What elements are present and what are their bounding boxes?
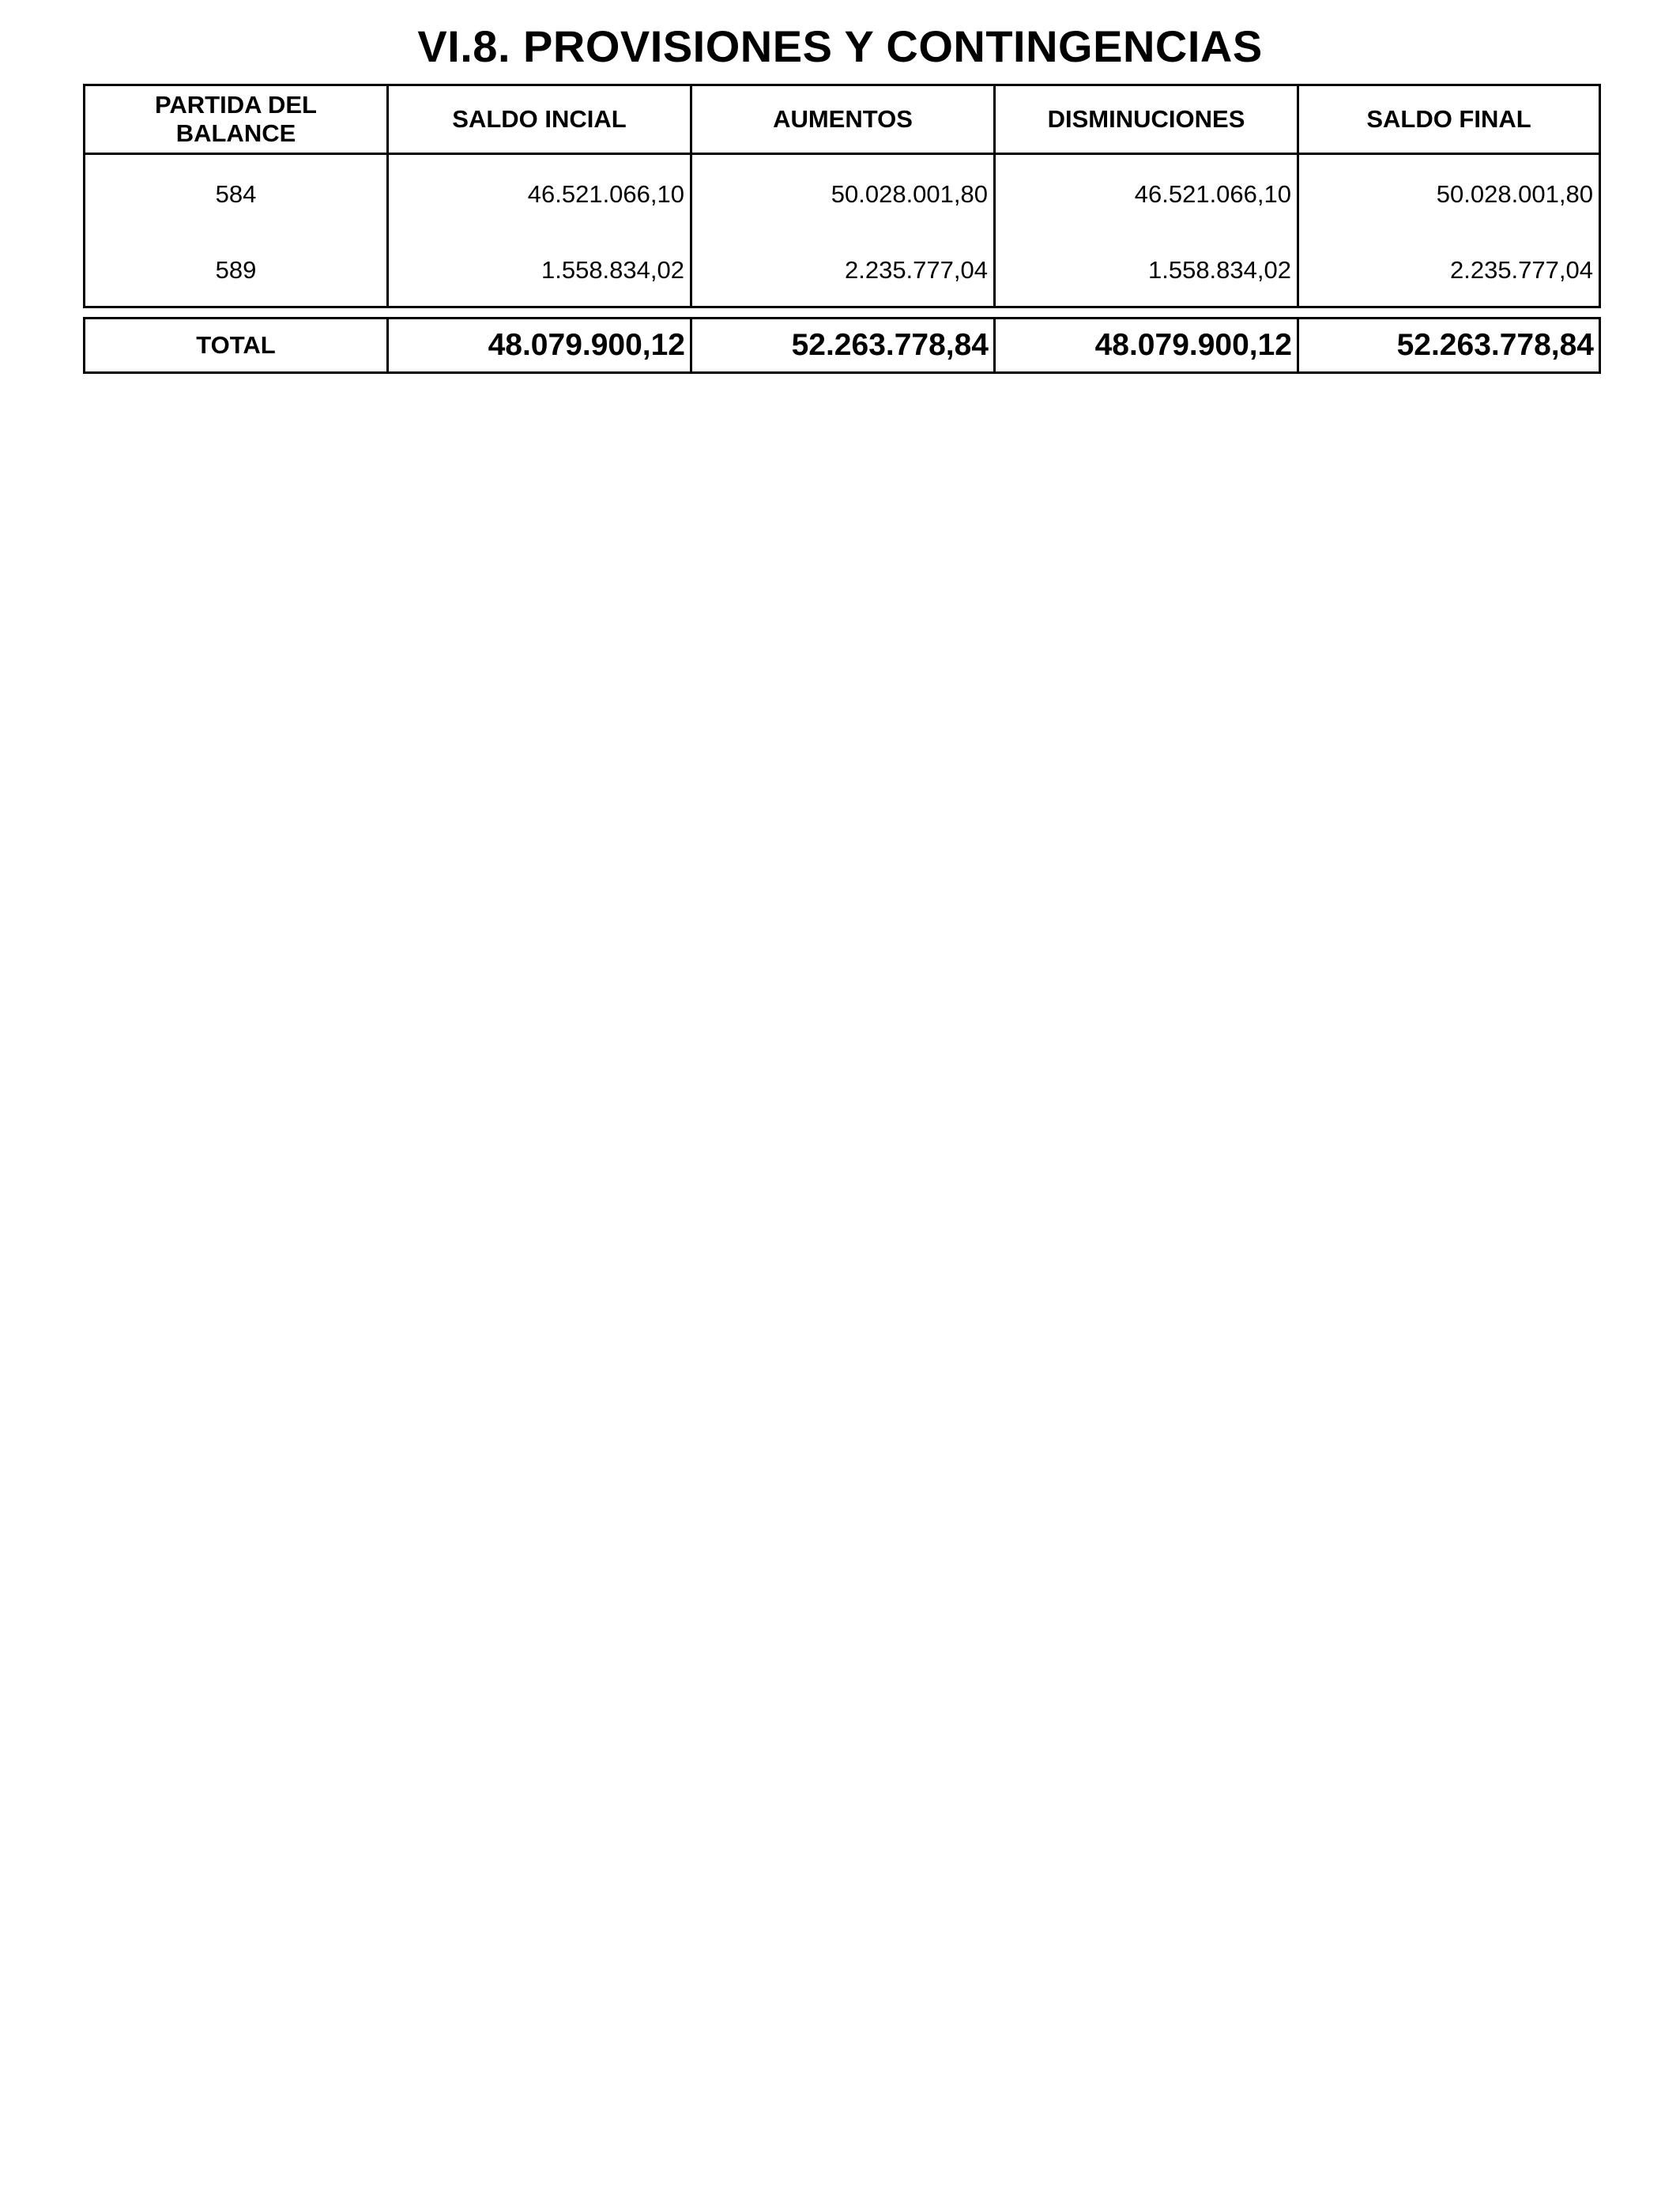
table-cell: 2.235.777,04 [1449, 256, 1593, 284]
total-aumentos: 52.263.778,84 [691, 319, 995, 373]
table-cell: 46.521.066,10 [527, 180, 684, 208]
column-saldo-final [1298, 154, 1600, 307]
total-row [85, 319, 1600, 373]
table-body-row [85, 154, 1600, 307]
table-cell: 46.521.066,10 [1134, 180, 1291, 208]
provisions-table [83, 84, 1601, 308]
column-saldo-inicial [388, 154, 691, 307]
total-saldo-inicial: 48.079.900,12 [388, 319, 691, 373]
header-partida-del-balance: PARTIDA DEL BALANCE [85, 85, 388, 154]
header-disminuciones: DISMINUCIONES [995, 85, 1298, 154]
table-cell: 2.235.777,04 [844, 256, 988, 284]
table-cell: 1.558.834,02 [1147, 256, 1291, 284]
table-cell: 50.028.001,80 [1436, 180, 1593, 208]
total-disminuciones: 48.079.900,12 [995, 319, 1298, 373]
column-aumentos [691, 154, 995, 307]
header-saldo-inicial: SALDO INCIAL [388, 85, 691, 154]
page-title: VI.8. PROVISIONES Y CONTINGENCIAS [417, 21, 1263, 71]
table-header-row [85, 85, 1600, 154]
table-cell: 1.558.834,02 [541, 256, 684, 284]
table-cell: 50.028.001,80 [831, 180, 988, 208]
table-cell: 589 [215, 256, 257, 284]
total-saldo-final: 52.263.778,84 [1298, 319, 1600, 373]
header-aumentos: AUMENTOS [691, 85, 995, 154]
column-partida [85, 154, 388, 307]
total-label: TOTAL [85, 319, 388, 373]
totals-table [83, 317, 1601, 374]
table-cell: 584 [215, 180, 257, 208]
header-saldo-final: SALDO FINAL [1298, 85, 1600, 154]
column-disminuciones [995, 154, 1298, 307]
